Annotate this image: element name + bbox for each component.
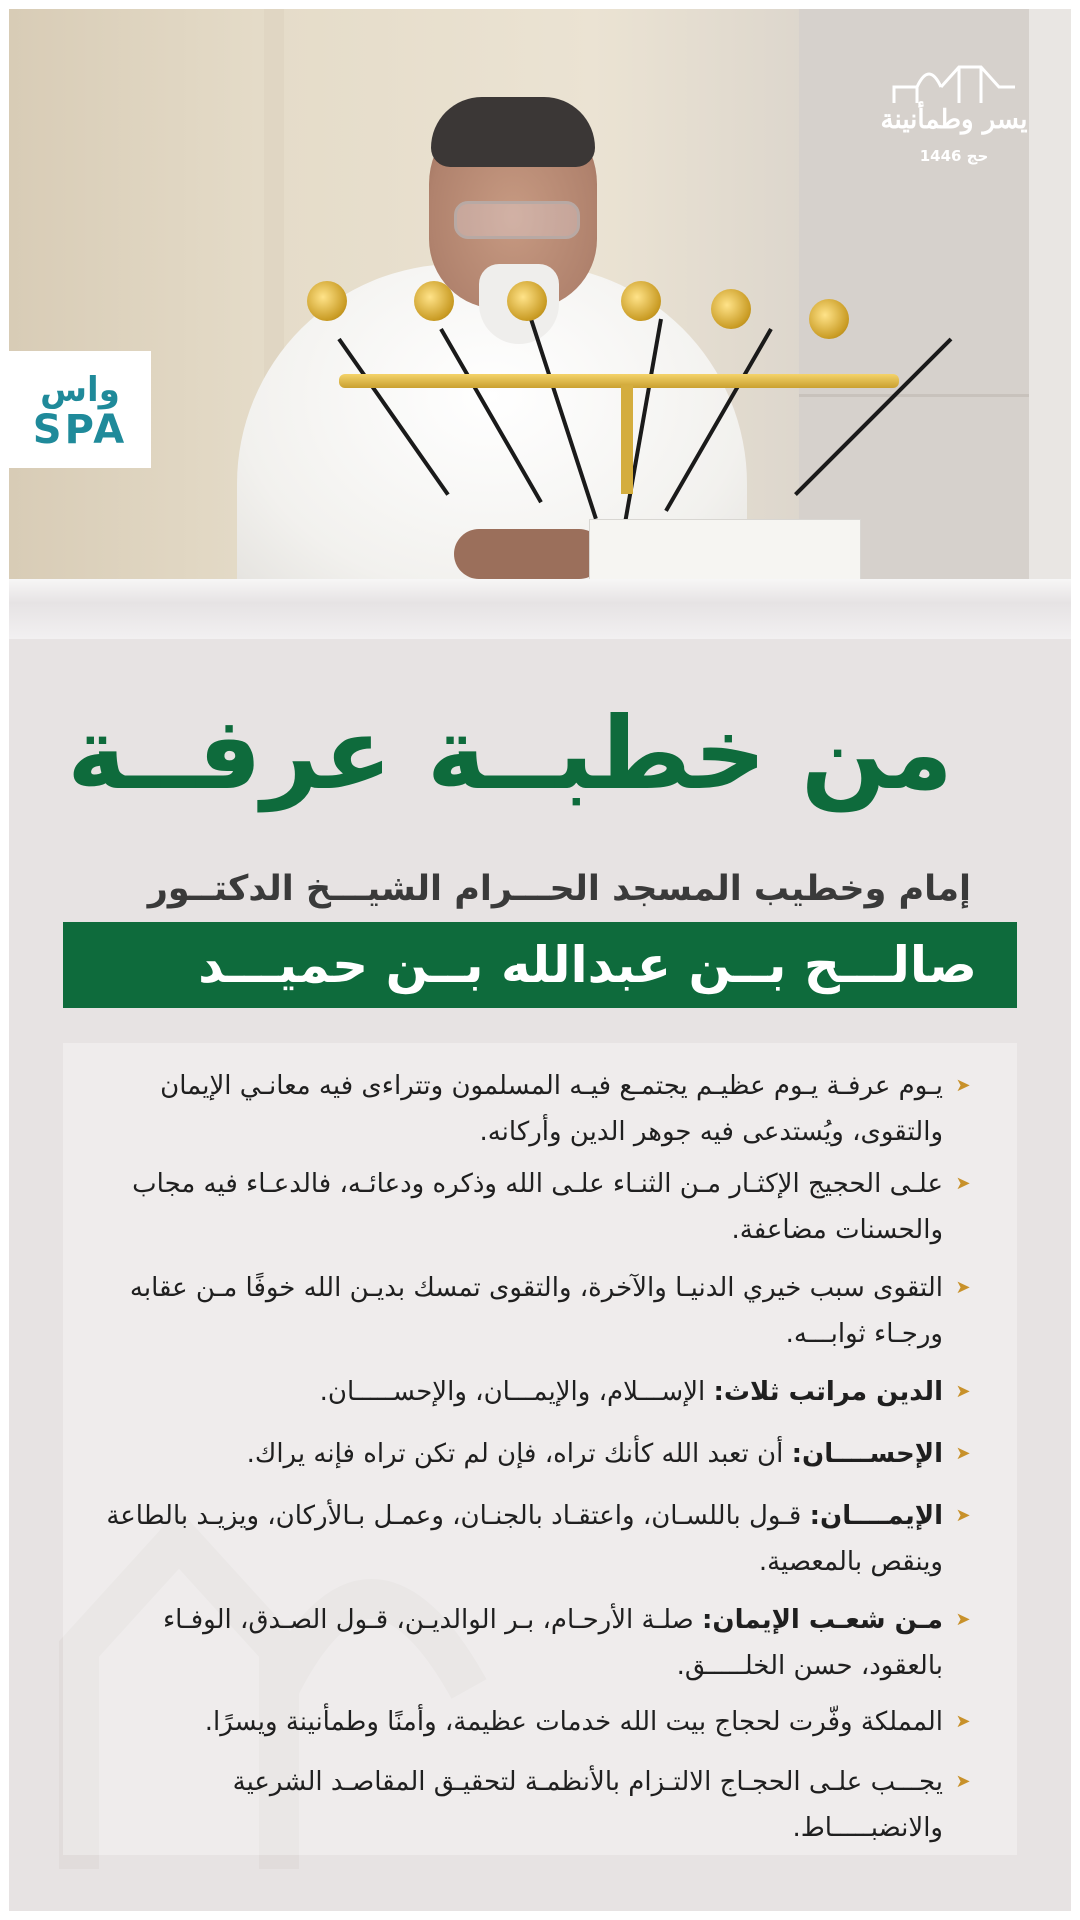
infographic-frame [9, 9, 1071, 1911]
speaker-role: إمام وخطيب المسجد الحـــرام الشيـــخ الدكتــور [147, 869, 971, 909]
bullet-icon: ➤ [955, 1173, 971, 1194]
lectern-paper [589, 519, 861, 579]
bullet-icon: ➤ [955, 1443, 971, 1464]
microphone-icon [414, 281, 454, 321]
speaker-name-band [63, 922, 1017, 1008]
speaker-name: صالـــح بــن عبدالله بــن حميـــد [198, 936, 977, 994]
spa-logo-latin: SPA [32, 407, 128, 453]
tent-dome-icon [889, 57, 1019, 107]
list-item: ➤ مـن شعـب الإيمان: صلـة الأرحـام، بـر الوالديـن، قـول الصـدق، الوفـاء بالعقود، حسن الخلـــــق. [97, 1597, 977, 1689]
microphone-icon [507, 281, 547, 321]
microphone-icon [621, 281, 661, 321]
speaker-glasses [454, 201, 580, 239]
list-item: ➤ الإيمــــان: قـول باللسـان، واعتقـاد بالجنـان، وعمـل بـالأركان، ويزيـد بالطاعة وينقص بالمعصية. [97, 1493, 977, 1585]
microphone-icon [711, 289, 751, 329]
hajj-logo [879, 57, 1029, 177]
bullet-icon: ➤ [955, 1277, 971, 1298]
bullet-icon: ➤ [955, 1505, 971, 1526]
list-item: ➤ علـى الحجيج الإكثـار مـن الثنـاء علـى الله وذكره ودعائـه، فالدعـاء فيه مجاب والحسنات مضاعفة. [97, 1161, 977, 1253]
list-item: ➤ المملكة وفّرت لحجاج بيت الله خدمات عظيمة، وأمنًا وطمأنينة ويسرًا. [97, 1699, 977, 1745]
spa-logo [9, 351, 151, 468]
hajj-year: حج 1446 [919, 147, 989, 165]
list-item: ➤ التقوى سبب خيري الدنيـا والآخرة، والتقوى تمسك بديـن الله خوفًا مـن عقابه ورجـاء ثوابـــه. [97, 1265, 977, 1357]
list-item: ➤ يجـــب علـى الحجـاج الالتـزام بالأنظمـة لتحقيـق المقاصـد الشرعية والانضبـــــاط. [97, 1759, 977, 1851]
bullet-icon: ➤ [955, 1381, 971, 1402]
list-item: ➤ يـوم عرفـة يـوم عظيـم يجتمـع فيـه المسلمون وتتراءى فيه معانـي الإيمان والتقوى، ويُستدعى فيه جوهر الدين وأركانه. [97, 1063, 977, 1155]
spa-logo-arabic: واس [40, 370, 120, 410]
key-points-panel [63, 1043, 1017, 1855]
lectern-ledge [9, 579, 1071, 639]
microphone-rack [339, 374, 899, 388]
microphone-icon [307, 281, 347, 321]
bullet-icon: ➤ [955, 1711, 971, 1732]
page-title: من خطبــة عرفــة [67, 695, 953, 812]
list-item: ➤ الإحســــان: أن تعبد الله كأنك تراه، فإن لم تكن تراه فإنه يراك. [97, 1431, 977, 1477]
bullet-icon: ➤ [955, 1075, 971, 1096]
bullet-icon: ➤ [955, 1609, 971, 1630]
hajj-slogan: يسر وطمأنينة [880, 105, 1028, 135]
bullet-icon: ➤ [955, 1771, 971, 1792]
list-item: ➤ الدين مراتب ثلاث: الإســـلام، والإيمـــان، والإحســـــان. [97, 1369, 977, 1415]
microphone-icon [809, 299, 849, 339]
